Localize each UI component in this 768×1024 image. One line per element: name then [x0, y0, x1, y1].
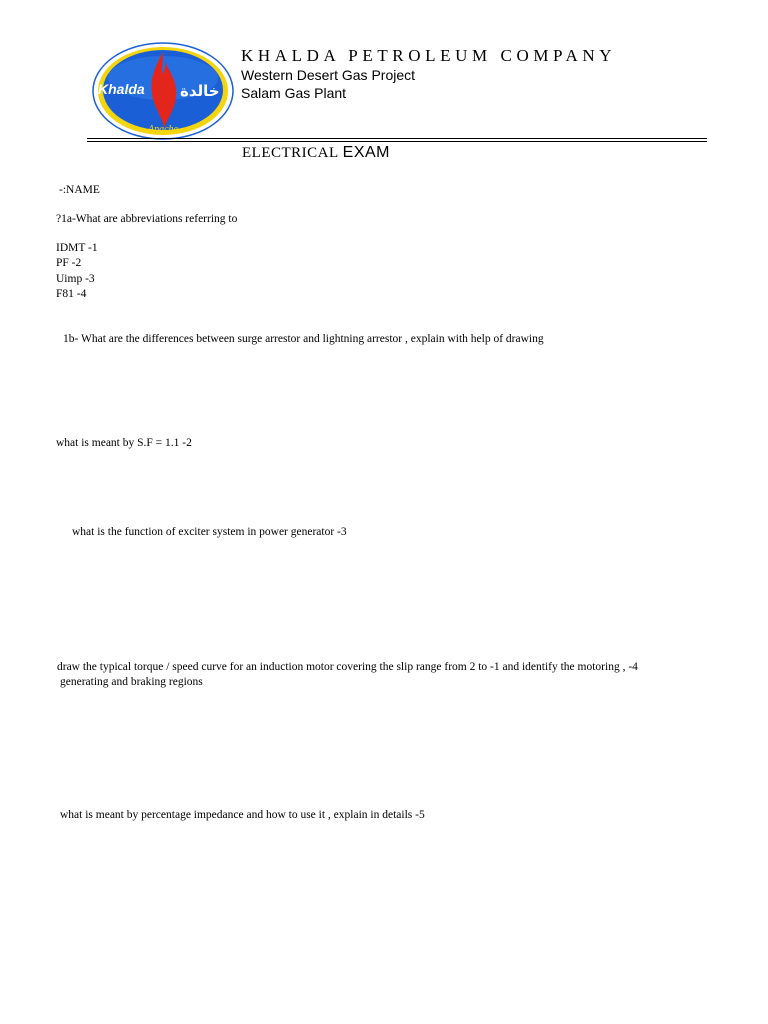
logo-text-arabic: خالدة	[180, 82, 220, 100]
header-divider-secondary	[87, 141, 707, 142]
exam-title	[242, 144, 390, 162]
logo-text-apache: Apache	[148, 124, 178, 135]
khalda-logo	[92, 42, 234, 140]
question-4-line-2: generating and braking regions	[60, 676, 203, 688]
question-4-line-1: draw the typical torque / speed curve for an induction motor covering the slip range from 2 to -1 and identify the motoring , -4	[57, 661, 638, 673]
logo-text-english: Khalda	[98, 81, 145, 97]
exam-title-part1: ELECTRICAL	[242, 145, 339, 161]
abbreviation-item: F81 -4	[56, 288, 87, 300]
header-divider	[87, 138, 707, 139]
company-name: KHALDA PETROLEUM COMPANY	[241, 46, 617, 65]
question-1a: ?1a-What are abbreviations referring to	[56, 213, 238, 225]
abbreviation-item: Uimp -3	[56, 273, 95, 285]
abbreviation-item: PF -2	[56, 257, 82, 269]
abbreviation-item: IDMT -1	[56, 242, 98, 254]
plant-name: Salam Gas Plant	[241, 85, 347, 101]
project-name: Western Desert Gas Project	[241, 67, 416, 83]
question-2: what is meant by S.F = 1.1 -2	[56, 437, 192, 449]
question-5: what is meant by percentage impedance and how to use it , explain in details -5	[60, 809, 425, 821]
question-3: what is the function of exciter system in power generator -3	[72, 526, 347, 538]
exam-title-part2: EXAM	[342, 144, 390, 161]
question-1b: 1b- What are the differences between surge arrestor and lightning arrestor , explain with help of drawing	[63, 333, 544, 345]
name-label: -:NAME	[59, 184, 100, 196]
